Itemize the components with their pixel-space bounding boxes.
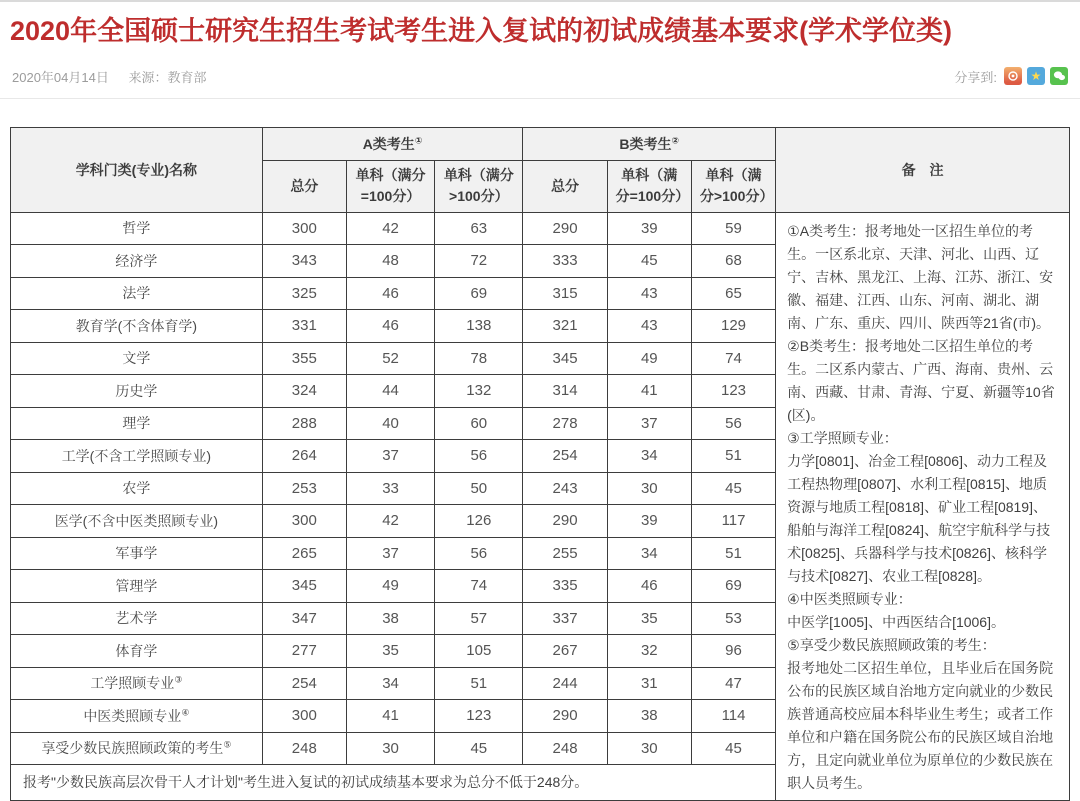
meta-divider (0, 98, 1080, 99)
score-cell: 46 (346, 310, 434, 342)
header-group-a (262, 127, 523, 160)
score-cell: 343 (262, 245, 346, 277)
score-cell: 321 (523, 310, 607, 342)
remarks-paragraph: ③工学照顾专业： (787, 429, 898, 446)
score-cell: 45 (435, 732, 523, 764)
score-cell: 53 (691, 602, 775, 634)
subject-cell: 工学照顾专业③ (11, 667, 263, 699)
score-cell: 68 (691, 245, 775, 277)
score-cell: 117 (691, 505, 775, 537)
header-b-single-gt100: 单科（满分>100分） (691, 160, 775, 212)
score-table (10, 127, 1070, 801)
remarks-paragraph: 力学[0801]、冶金工程[0806]、动力工程及工程热物理[0807]、水利工程[0815]、地质资源与地质工程[0818]、矿业工程[0819]、船舶与海洋工程[0824]、航空宇航科学与技术[0825]、兵器科学与技术[0826]、核科学与技术[0827]、农业工程[0828]。 (787, 452, 1051, 584)
score-cell: 45 (691, 732, 775, 764)
subject-cell: 中医类照顾专业④ (11, 700, 263, 732)
score-cell: 347 (262, 602, 346, 634)
subject-cell: 文学 (11, 342, 263, 374)
subject-cell: 享受少数民族照顾政策的考生⑤ (11, 732, 263, 764)
score-cell: 34 (607, 440, 691, 472)
score-cell: 132 (435, 375, 523, 407)
score-cell: 37 (607, 407, 691, 439)
score-cell: 74 (691, 342, 775, 374)
publish-date: 2020年04月14日 (12, 69, 109, 85)
score-cell: 96 (691, 635, 775, 667)
score-cell: 51 (691, 537, 775, 569)
score-cell: 300 (262, 505, 346, 537)
score-cell: 114 (691, 700, 775, 732)
score-cell: 57 (435, 602, 523, 634)
remarks-paragraph: ①A类考生：报考地处一区招生单位的考生。一区系北京、天津、河北、山西、辽宁、吉林、黑龙江、上海、江苏、浙江、安徽、福建、江西、山东、河南、湖北、湖南、广东、重庆、四川、陕西等21省(市)。 (787, 222, 1054, 331)
wechat-share-icon[interactable] (1050, 67, 1068, 85)
header-group-b (523, 127, 776, 160)
score-cell: 43 (607, 277, 691, 309)
subject-cell: 经济学 (11, 245, 263, 277)
score-cell: 123 (435, 700, 523, 732)
score-cell: 30 (607, 472, 691, 504)
score-cell: 345 (262, 570, 346, 602)
score-cell: 30 (607, 732, 691, 764)
score-cell: 44 (346, 375, 434, 407)
score-cell: 105 (435, 635, 523, 667)
table-row (11, 212, 1070, 244)
score-cell: 59 (691, 212, 775, 244)
weibo-glyph (1007, 70, 1019, 82)
score-cell: 69 (435, 277, 523, 309)
meta-bar (12, 67, 1068, 98)
remarks-cell (776, 212, 1070, 800)
score-cell: 243 (523, 472, 607, 504)
score-cell: 39 (607, 505, 691, 537)
score-cell: 290 (523, 212, 607, 244)
score-cell: 264 (262, 440, 346, 472)
score-cell: 78 (435, 342, 523, 374)
footer-note: 报考"少数民族高层次骨干人才计划"考生进入复试的初试成绩基本要求为总分不低于248分。 (11, 764, 776, 800)
score-cell: 43 (607, 310, 691, 342)
score-cell: 248 (262, 732, 346, 764)
subject-cell: 哲学 (11, 212, 263, 244)
score-cell: 300 (262, 700, 346, 732)
score-cell: 63 (435, 212, 523, 244)
table-header (11, 127, 1070, 212)
score-cell: 33 (346, 472, 434, 504)
subject-cell: 理学 (11, 407, 263, 439)
score-cell: 42 (346, 505, 434, 537)
header-subject: 学科门类(专业)名称 (11, 127, 263, 212)
score-cell: 254 (262, 667, 346, 699)
score-cell: 69 (691, 570, 775, 602)
score-cell: 45 (607, 245, 691, 277)
score-cell: 40 (346, 407, 434, 439)
score-cell: 300 (262, 212, 346, 244)
page-title: 2020年全国硕士研究生招生考试考生进入复试的初试成绩基本要求(学术学位类) (10, 16, 953, 46)
header-b-total: 总分 (523, 160, 607, 212)
score-cell: 315 (523, 277, 607, 309)
score-cell: 35 (607, 602, 691, 634)
score-cell: 41 (607, 375, 691, 407)
group-b-label: B类考生 (619, 135, 672, 152)
source-label: 来源：教育部 (128, 69, 207, 85)
score-cell: 314 (523, 375, 607, 407)
score-cell: 45 (691, 472, 775, 504)
score-cell: 265 (262, 537, 346, 569)
score-cell: 60 (435, 407, 523, 439)
subject-cell: 军事学 (11, 537, 263, 569)
footnote-ref-2: ② (671, 135, 680, 146)
score-cell: 32 (607, 635, 691, 667)
score-cell: 34 (346, 667, 434, 699)
share-label: 分享到: (954, 69, 997, 85)
score-cell: 267 (523, 635, 607, 667)
subject-cell: 体育学 (11, 635, 263, 667)
remarks-paragraph: 中医学[1005]、中西医结合[1006]。 (787, 613, 1005, 630)
score-cell: 290 (523, 700, 607, 732)
footnote-ref: ⑤ (223, 739, 232, 750)
header-a-single-gt100: 单科（满分>100分） (435, 160, 523, 212)
score-cell: 39 (607, 212, 691, 244)
wechat-bubble-glyph (1053, 70, 1066, 82)
score-cell: 49 (607, 342, 691, 374)
score-cell: 337 (523, 602, 607, 634)
subject-cell: 教育学(不含体育学) (11, 310, 263, 342)
remarks-paragraph: ⑤享受少数民族照顾政策的考生： (787, 636, 996, 653)
score-cell: 50 (435, 472, 523, 504)
footnote-ref: ③ (174, 674, 183, 685)
score-cell: 333 (523, 245, 607, 277)
score-cell: 49 (346, 570, 434, 602)
share-bar (954, 67, 1068, 86)
score-cell: 46 (607, 570, 691, 602)
remarks-paragraph: 报考地处二区招生单位，且毕业后在国务院公布的民族区域自治地方定向就业的少数民族普通高校应届本科毕业生考生；或者工作单位和户籍在国务院公布的民族区域自治地方，且定向就业单位为原单位的少数民族在职人员考生。 (787, 659, 1054, 791)
meta-info (12, 67, 222, 86)
score-cell: 277 (262, 635, 346, 667)
score-cell: 288 (262, 407, 346, 439)
score-cell: 35 (346, 635, 434, 667)
remarks-paragraph: ②B类考生：报考地处二区招生单位的考生。二区系内蒙古、广西、海南、贵州、云南、西藏、甘肃、青海、宁夏、新疆等10省(区)。 (787, 337, 1055, 423)
qzone-share-icon[interactable]: ★ (1027, 67, 1045, 85)
subject-cell: 历史学 (11, 375, 263, 407)
score-cell: 129 (691, 310, 775, 342)
score-cell: 244 (523, 667, 607, 699)
score-cell: 331 (262, 310, 346, 342)
subject-cell: 法学 (11, 277, 263, 309)
score-cell: 56 (691, 407, 775, 439)
top-divider (0, 0, 1080, 2)
score-cell: 48 (346, 245, 434, 277)
score-cell: 38 (607, 700, 691, 732)
score-cell: 42 (346, 212, 434, 244)
subject-cell: 管理学 (11, 570, 263, 602)
score-cell: 138 (435, 310, 523, 342)
score-cell: 72 (435, 245, 523, 277)
subject-cell: 农学 (11, 472, 263, 504)
score-cell: 325 (262, 277, 346, 309)
header-a-total: 总分 (262, 160, 346, 212)
score-cell: 278 (523, 407, 607, 439)
score-cell: 248 (523, 732, 607, 764)
score-cell: 37 (346, 537, 434, 569)
score-cell: 123 (691, 375, 775, 407)
remarks-paragraph: ④中医类照顾专业： (787, 590, 912, 607)
score-cell: 38 (346, 602, 434, 634)
score-cell: 254 (523, 440, 607, 472)
score-cell: 51 (691, 440, 775, 472)
score-cell: 46 (346, 277, 434, 309)
score-cell: 324 (262, 375, 346, 407)
score-cell: 65 (691, 277, 775, 309)
score-cell: 335 (523, 570, 607, 602)
header-b-single-eq100: 单科（满分=100分） (607, 160, 691, 212)
score-cell: 31 (607, 667, 691, 699)
weibo-share-icon[interactable] (1004, 67, 1022, 85)
score-cell: 47 (691, 667, 775, 699)
score-cell: 126 (435, 505, 523, 537)
score-cell: 56 (435, 537, 523, 569)
subject-cell: 艺术学 (11, 602, 263, 634)
score-table-body (11, 212, 1070, 800)
header-remarks: 备 注 (776, 127, 1070, 212)
score-cell: 52 (346, 342, 434, 374)
subject-cell: 工学(不含工学照顾专业) (11, 440, 263, 472)
score-cell: 355 (262, 342, 346, 374)
subject-cell: 医学(不含中医类照顾专业) (11, 505, 263, 537)
score-cell: 74 (435, 570, 523, 602)
score-cell: 345 (523, 342, 607, 374)
score-cell: 37 (346, 440, 434, 472)
footnote-ref: ④ (181, 707, 190, 718)
score-cell: 56 (435, 440, 523, 472)
header-a-single-eq100: 单科（满分=100分） (346, 160, 434, 212)
score-cell: 253 (262, 472, 346, 504)
score-cell: 51 (435, 667, 523, 699)
score-cell: 255 (523, 537, 607, 569)
score-cell: 34 (607, 537, 691, 569)
score-cell: 30 (346, 732, 434, 764)
score-cell: 41 (346, 700, 434, 732)
footnote-ref-1: ① (414, 135, 423, 146)
group-a-label: A类考生 (362, 135, 415, 152)
score-cell: 290 (523, 505, 607, 537)
